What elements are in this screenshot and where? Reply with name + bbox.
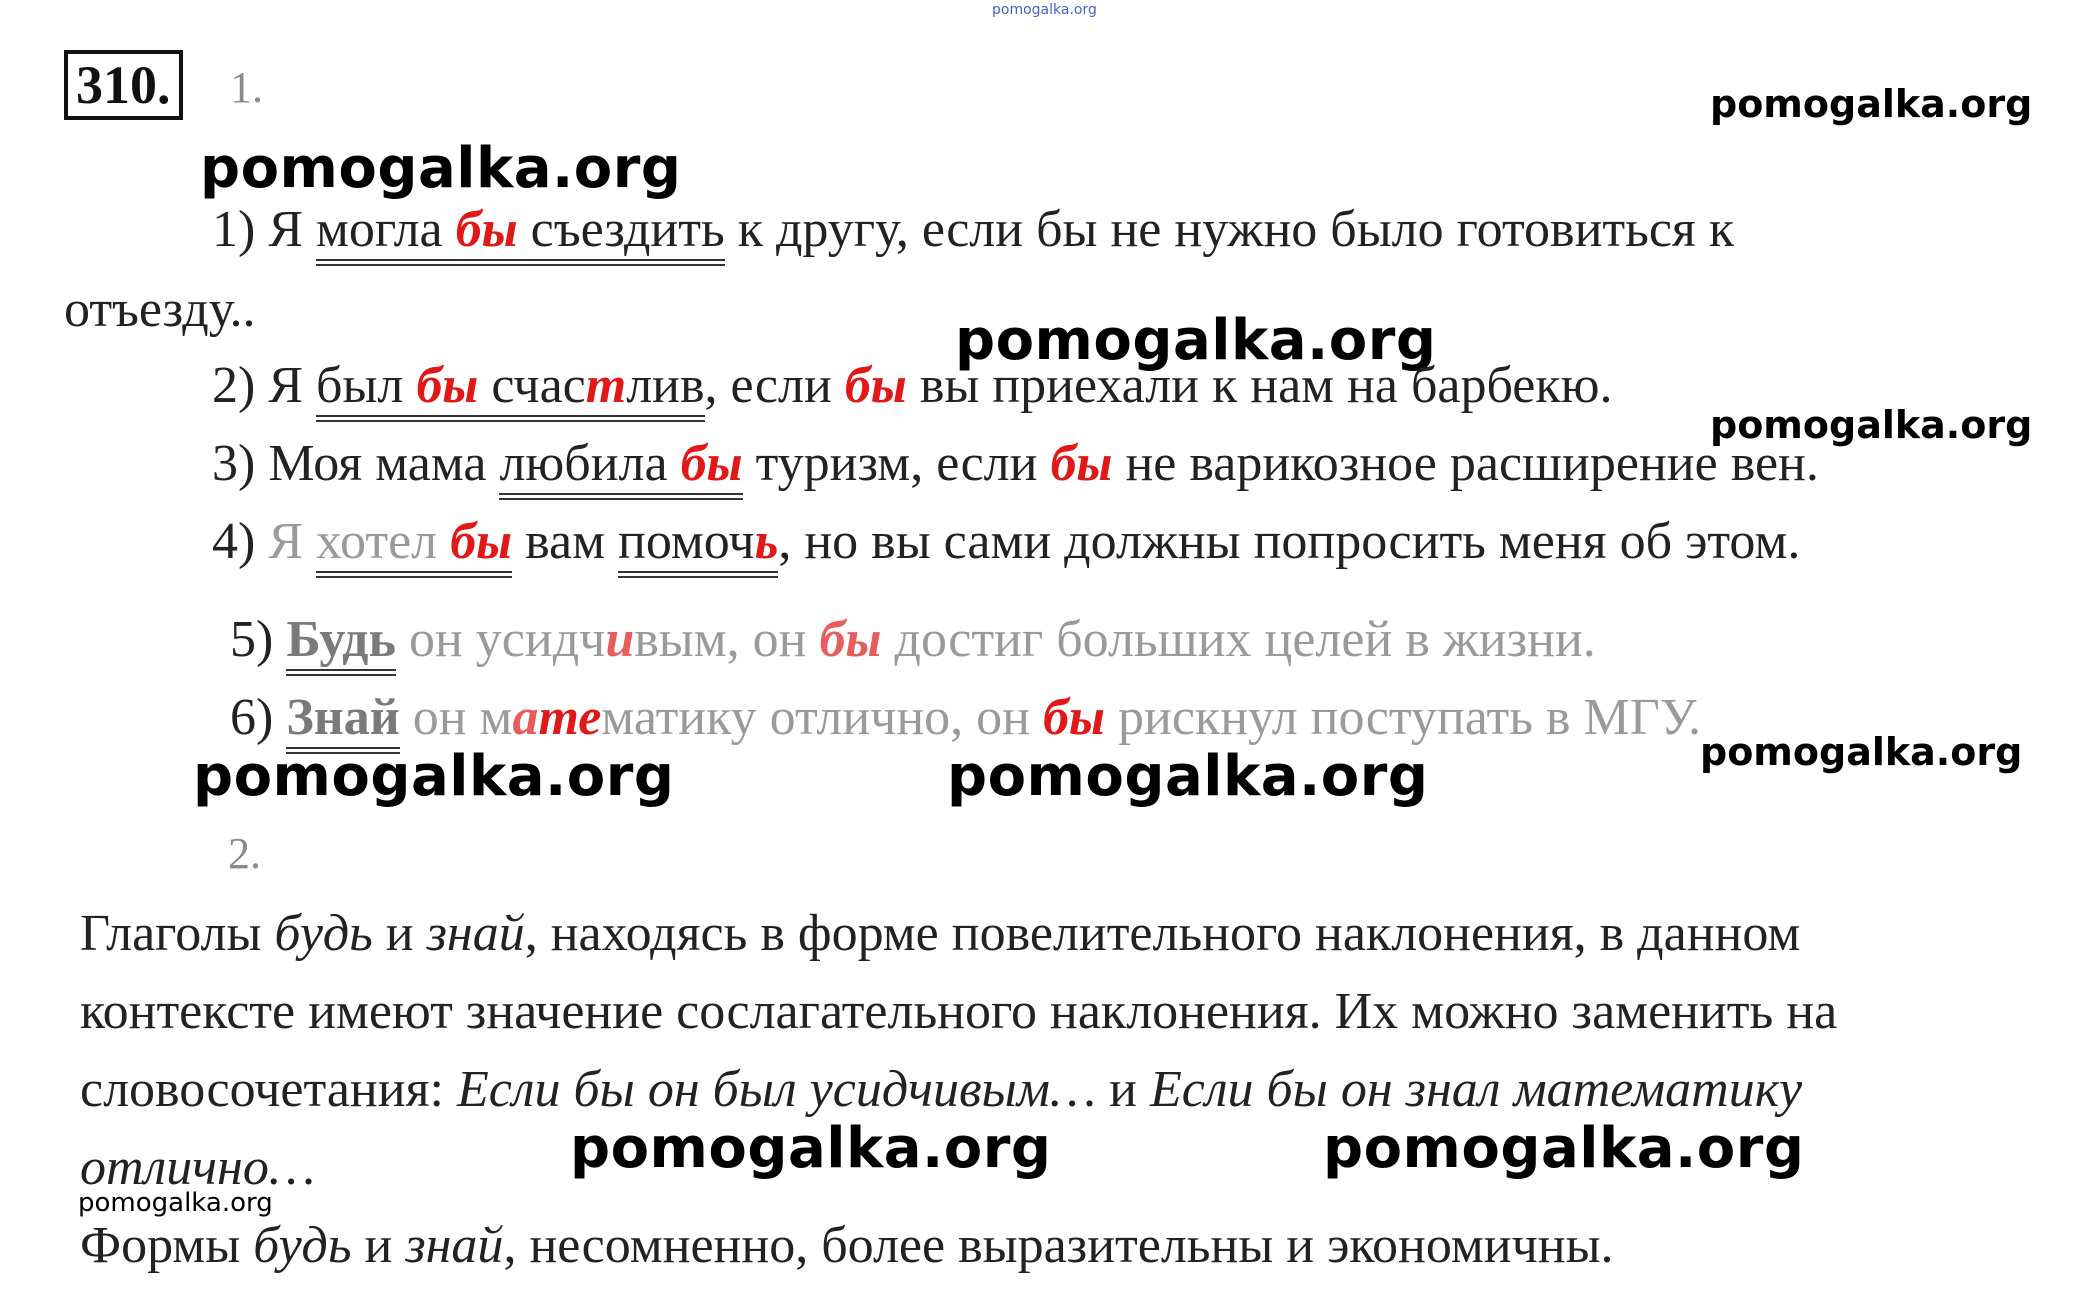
sentence-1-continuation: отъезду..: [64, 281, 256, 338]
sentence-6-mid1: он м: [399, 689, 513, 746]
sentence-6: [230, 688, 1701, 747]
sentence-2: [212, 356, 1612, 415]
sentence-3-verb: любила: [499, 435, 681, 492]
watermark-left-2: pomogalka.org: [193, 744, 675, 809]
sentence-3-mid: туризм, если: [742, 435, 1051, 492]
watermark-bottom-small: pomogalka.org: [78, 1188, 273, 1218]
sentence-2-mid: , если: [704, 357, 845, 414]
sentence-1-pre: Я: [268, 201, 317, 258]
sentence-5-rest: достиг больших целей в жизни.: [881, 611, 1596, 668]
sentence-2-adj-b: т: [585, 357, 627, 414]
sentence-6-number: 6): [230, 689, 287, 746]
sentence-2-rest: вы приехали к нам на барбекю.: [906, 357, 1613, 414]
explanation-text: Глаголы: [80, 905, 275, 962]
explanation-italic: Если бы он знал математику: [1150, 1061, 1803, 1118]
explanation-italic: знай: [426, 905, 525, 962]
explanation-text: , находясь в форме повелительного наклонения, в данном: [524, 905, 1801, 962]
part2-label: 2.: [228, 829, 261, 878]
sentence-1: [212, 200, 1734, 259]
sentence-2-particle2: бы: [844, 357, 907, 414]
watermark-bottom-right: pomogalka.org: [1323, 1116, 1805, 1181]
explanation-italic: будь: [274, 905, 373, 962]
sentence-5-number: 5): [230, 611, 287, 668]
sentence-5-mid1: он усидч: [395, 611, 606, 668]
sentence-6-mid2: матику отлично, он: [601, 689, 1043, 746]
sentence-1-verb2a: съ: [517, 201, 581, 258]
watermark-top-right: pomogalka.org: [1710, 82, 2033, 126]
sentence-4-rest: , но вы сами должны попросить меня об этом.: [778, 513, 1801, 570]
sentence-4-pre: Я: [268, 513, 317, 570]
sentence-5-verb: Будь: [286, 611, 396, 676]
sentence-4-mid: вам: [512, 513, 618, 570]
explanation-text: словосочетания:: [80, 1061, 457, 1118]
sentence-1-verb2c: ездить: [580, 201, 725, 258]
watermark-left-1: pomogalka.org: [200, 136, 682, 201]
watermark-center-1: pomogalka.org: [955, 308, 1437, 373]
sentence-6-rest: рискнул поступать в МГУ.: [1105, 689, 1702, 746]
sentence-2-particle: бы: [416, 357, 479, 414]
sentence-1-particle: бы: [455, 201, 518, 258]
explanation-italic: знай: [405, 1217, 504, 1274]
watermark-right-3: pomogalka.org: [1700, 730, 2023, 774]
sentence-1-rest: к другу, если бы не нужно было готовиться к: [724, 201, 1735, 258]
sentence-6-red1: а: [512, 689, 539, 746]
watermark-top-tiny: pomogalka.org: [992, 2, 1097, 18]
sentence-3-particle2: бы: [1050, 435, 1113, 492]
watermark-center-2: pomogalka.org: [947, 744, 1429, 809]
sentence-3-number: 3): [212, 435, 269, 492]
watermark-right-2: pomogalka.org: [1710, 403, 2033, 447]
explanation-line-1: [80, 904, 1800, 963]
explanation-italic: отлично…: [80, 1139, 316, 1196]
sentence-5-red1: и: [605, 611, 635, 668]
exercise-number: 310.: [64, 50, 183, 120]
sentence-2-pre: Я: [268, 357, 317, 414]
sentence-4-verb2b: ь: [754, 513, 779, 570]
sentence-2-adj-a: счас: [478, 357, 586, 414]
explanation-line-3: [80, 1060, 1802, 1119]
explanation-line-2: контексте имеют значение сослагательного наклонения. Их можно заменить на: [80, 983, 1838, 1040]
sentence-4-particle: бы: [450, 513, 513, 570]
explanation-italic: будь: [253, 1217, 352, 1274]
explanation-line-5: [80, 1216, 1614, 1275]
sentence-1-verb: могла: [316, 201, 456, 258]
watermark-bottom-left: pomogalka.org: [570, 1116, 1052, 1181]
sentence-4-verb: хотел: [316, 513, 451, 570]
sentence-4-number: 4): [212, 513, 269, 570]
sentence-5-particle: бы: [819, 611, 882, 668]
explanation-text: и: [351, 1217, 406, 1274]
sentence-3-pre: Моя мама: [268, 435, 500, 492]
sentence-3-particle: бы: [680, 435, 743, 492]
explanation-text: и: [1096, 1061, 1150, 1118]
sentence-3-rest: не варикозное расширение вен.: [1112, 435, 1819, 492]
sentence-6-verb: Знай: [286, 689, 399, 754]
explanation-italic: Если бы он был усидчивым…: [456, 1061, 1097, 1118]
explanation-text: и: [372, 905, 427, 962]
sentence-4: [212, 512, 1800, 571]
sentence-2-adj-c: лив: [626, 357, 705, 414]
sentence-2-verb: был: [316, 357, 417, 414]
sentence-5-mid2: вым, он: [634, 611, 820, 668]
part1-label: 1.: [230, 63, 263, 112]
sentence-5: [230, 610, 1596, 669]
sentence-4-verb2a: помоч: [618, 513, 755, 570]
sentence-6-red2: те: [538, 689, 602, 746]
sentence-3: [212, 434, 1819, 493]
sentence-2-number: 2): [212, 357, 269, 414]
explanation-text: , несомненно, более выразительны и экономичны.: [503, 1217, 1614, 1274]
sentence-1-number: 1): [212, 201, 269, 258]
sentence-6-particle: бы: [1042, 689, 1106, 746]
explanation-text: Формы: [80, 1217, 254, 1274]
